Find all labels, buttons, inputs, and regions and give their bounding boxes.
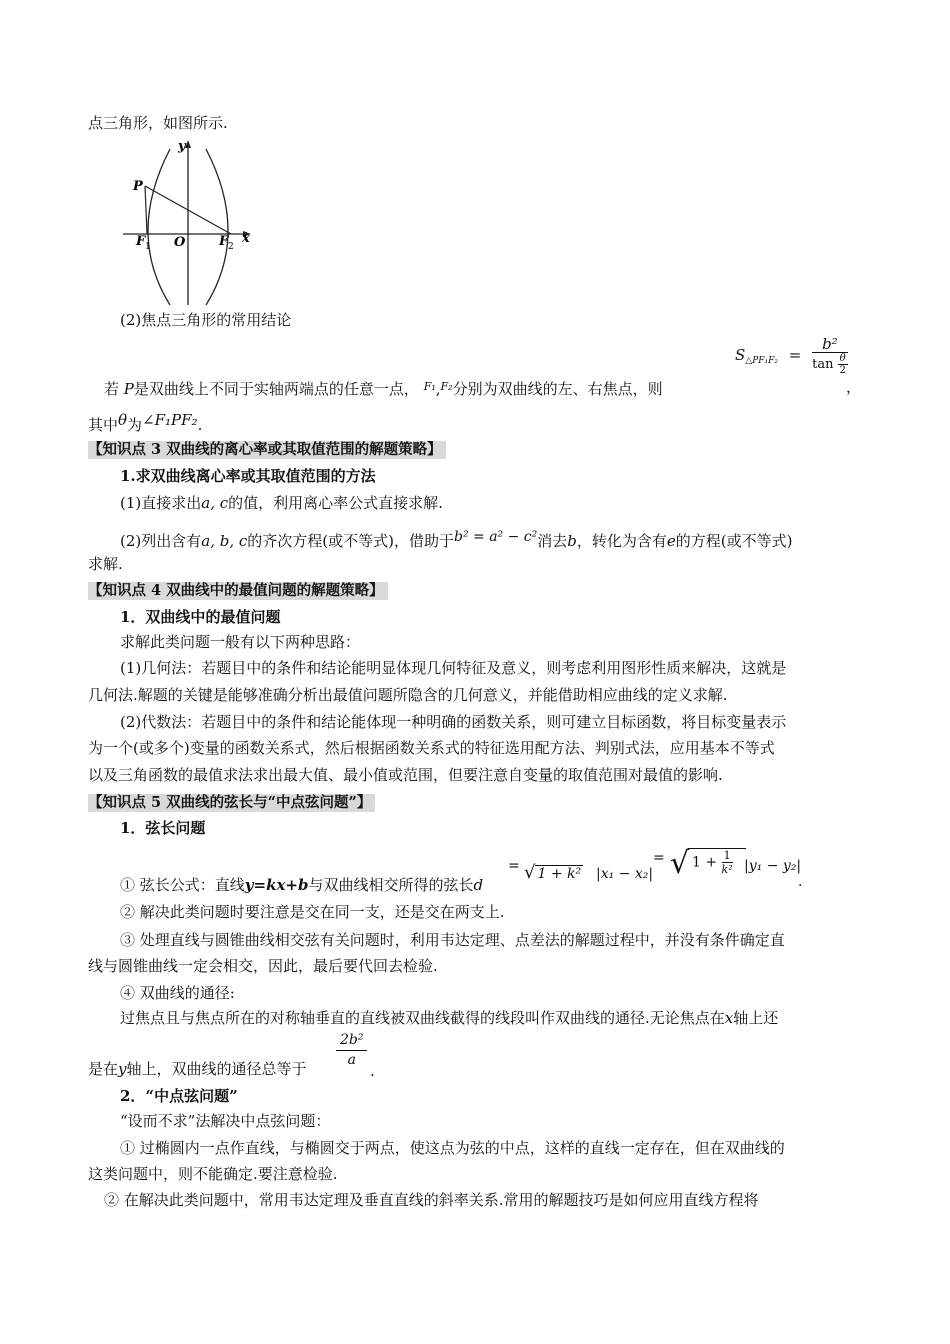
kp5-line-c3a: ③ 处理直线与圆锥曲线相交弦有关问题时，利用韦达定理、点差法的解题过程中，并没有条件确定直 xyxy=(120,931,785,949)
kp4-line-5: 为一个(或多个)变量的函数关系式，然后根据函数关系式的特征选用配方法、判别式法，应用基本不等式 xyxy=(88,739,775,757)
label-y: y xyxy=(178,139,186,154)
label-P: P xyxy=(133,179,143,194)
label-F1: F xyxy=(136,234,146,249)
s2-heading: (2)焦点三角形的常用结论 xyxy=(120,311,292,329)
kp5-chord-formula-line: ① 弦长公式：直线y=kx+b与双曲线相交所得的弦长d xyxy=(120,876,484,894)
kp5-subtitle-2: 2．“中点弦问题” xyxy=(120,1087,238,1105)
left-branch xyxy=(148,149,170,305)
kp5-title: 【知识点 5 双曲线的弦长与“中点弦问题”】 xyxy=(88,794,375,812)
kp4-subtitle: 1．双曲线中的最值问题 xyxy=(120,608,281,626)
kp5-line-m2a: ① 过椭圆内一点作直线，与椭圆交于两点，使这点为弦的中点，这样的直线一定存在，但在双曲线的 xyxy=(120,1139,785,1157)
kp5-line-c2: ② 解决此类问题时要注意是交在同一支，还是交在两支上. xyxy=(120,903,505,921)
kp4-line-6: 以及三角函数的最值求法求出最大值、最小值或范围，但要注意自变量的取值范围对最值的影响. xyxy=(88,766,723,784)
kp5-line-m1: “设而不求”法解决中点弦问题： xyxy=(120,1112,331,1130)
right-branch xyxy=(206,149,228,305)
kp4-line-3: 几何法.解题的关键是能够准确分析出最值问题所隐含的几何意义，并能借助相应曲线的定义求解. xyxy=(88,686,728,704)
label-F2: F xyxy=(219,234,229,249)
kp4-line-1: 求解此类问题一般有以下两种思路： xyxy=(120,633,361,651)
s2-paragraph-2: 其中θ为∠F₁PF₂. xyxy=(88,411,203,434)
s2-paragraph: 若 P是双曲线上不同于实轴两端点的任意一点， $^{F_1}$,$^{F_2}$分别为双曲线的左、右焦点，则 xyxy=(104,380,663,398)
sqrt-2: √ 1 + $\frac{1}{\text{k²}}$ xyxy=(670,844,689,884)
intro-text: 点三角形，如图所示. xyxy=(88,114,228,132)
kp3-line-2: (2)列出含有a, b, c的齐次方程(或不等式)，借助于b² = a² − c²消去b，转化为含有e的方程(或不等式) xyxy=(120,529,793,550)
label-O: O xyxy=(174,235,186,250)
label-F2-sub: 2 xyxy=(228,242,234,252)
area-fraction: b² tan $\frac{\theta}{2}$ xyxy=(812,335,846,376)
s2-trailing-comma: ， xyxy=(846,378,862,396)
kp5-subtitle-1: 1．弦长问题 xyxy=(120,819,206,837)
label-F1-sub: 1 xyxy=(145,242,151,252)
kp3-subtitle: 1.求双曲线离心率或其取值范围的方法 xyxy=(120,467,376,485)
latus-rectum-fraction: $\frac{\text{2b²}}{a}$ xyxy=(336,1030,367,1069)
hyperbola-figure xyxy=(118,137,268,307)
segment-PF1 xyxy=(145,186,147,234)
kp5-line-m2b: 这类问题中，则不能确定.要注意检验. xyxy=(88,1165,338,1183)
kp3-line-1: (1)直接求出a, c的值，利用离心率公式直接求解. xyxy=(120,494,443,512)
kp5-line-c4: ④ 双曲线的通径: xyxy=(120,984,235,1002)
kp4-line-4: (2)代数法：若题目中的条件和结论能体现一种明确的函数关系，则可建立目标函数，将目标变量表示 xyxy=(120,713,787,731)
kp3-title: 【知识点 3 双曲线的离心率或其取值范围的解题策略】 xyxy=(88,441,446,459)
kp5-line-c5a: 过焦点且与焦点所在的对称轴垂直的直线被双曲线截得的线段叫作双曲线的通径.无论焦点在x轴上还 xyxy=(120,1009,779,1027)
kp5-line-c5b: 是在y轴上，双曲线的通径总等于 xyxy=(88,1060,307,1078)
kp5-line-m3: ② 在解决此类问题中，常用韦达定理及垂直直线的斜率关系.常用的解题技巧是如何应用直线方程将 xyxy=(104,1191,759,1209)
kp3-line-3: 求解. xyxy=(88,555,123,573)
sqrt-1: √ 1 + k² xyxy=(524,862,582,883)
kp4-line-2: (1)几何法：若题目中的条件和结论能明显体现几何特征及意义，则考虑利用图形性质来解决，这就是 xyxy=(120,659,787,677)
kp4-title: 【知识点 4 双曲线中的最值问题的解题策略】 xyxy=(88,582,388,600)
latus-rectum-period: . xyxy=(370,1062,375,1080)
kp5-line-c3b: 线与圆锥曲线一定会相交，因此，最后要代回去检验. xyxy=(88,957,438,975)
y-axis-arrow xyxy=(185,140,191,148)
label-x: x xyxy=(242,231,250,246)
area-formula: $S_{\triangle PF_1F_2}$ = b² tan $\frac{\theta}{2}$ xyxy=(735,335,846,376)
